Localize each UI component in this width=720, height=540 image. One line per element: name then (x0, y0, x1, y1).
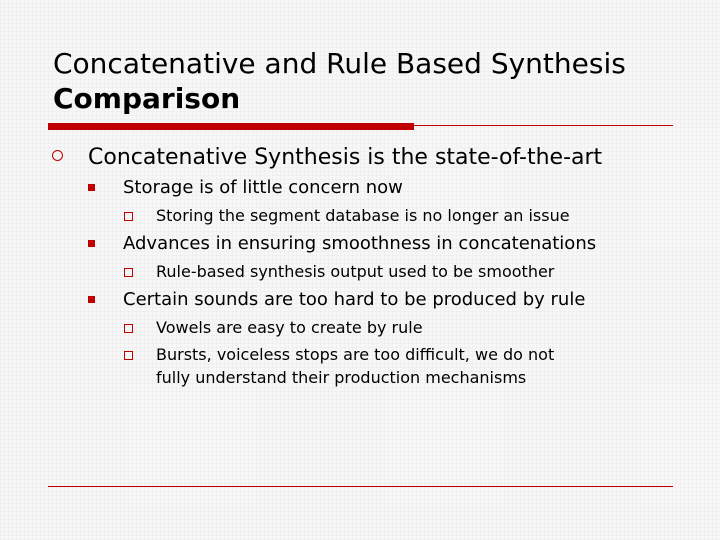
square-bullet-icon (88, 296, 95, 303)
sub-sub-bullet-advances: Rule-based synthesis output used to be smoother (156, 262, 555, 281)
hollow-circle-bullet-icon (52, 150, 63, 161)
bottom-divider (48, 486, 673, 487)
square-bullet-icon (88, 184, 95, 191)
hollow-square-bullet-icon (124, 351, 133, 360)
sub-sub-bullet-storage: Storing the segment database is no longer an issue (156, 206, 570, 225)
slide-title (53, 46, 693, 116)
title-line-1: Concatenative and Rule Based Synthesis (53, 47, 626, 80)
sub-bullet-storage: Storage is of little concern now (123, 177, 403, 198)
sub-bullet-certain-sounds: Certain sounds are too hard to be produced by rule (123, 289, 586, 310)
hollow-square-bullet-icon (124, 268, 133, 277)
sub-sub-bullet-bursts: Bursts, voiceless stops are too difficult, we do not (156, 345, 555, 364)
sub-sub-bullet-bursts-continued: fully understand their production mechanisms (156, 368, 527, 387)
hollow-square-bullet-icon (124, 212, 133, 221)
square-bullet-icon (88, 240, 95, 247)
sub-sub-bullet-vowels: Vowels are easy to create by rule (156, 318, 423, 337)
hollow-square-bullet-icon (124, 324, 133, 333)
title-line-2: Comparison (53, 82, 241, 115)
main-bullet-text: Concatenative Synthesis is the state-of-the-art (88, 145, 603, 170)
sub-bullet-advances: Advances in ensuring smoothness in concatenations (123, 233, 597, 254)
title-underline-thick (48, 123, 414, 130)
